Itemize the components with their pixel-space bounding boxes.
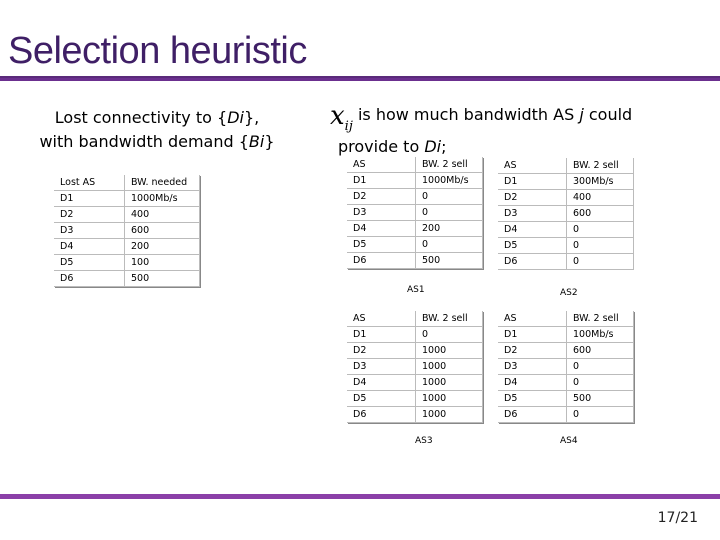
left-line-2: with bandwidth demand {Bi} [39,132,275,151]
right-description [330,100,710,159]
cell: 0 [567,375,634,391]
right-line-2: provide to Di; [338,137,447,157]
as1-caption: AS1 [407,285,425,295]
table-row [347,221,483,237]
cell: D4 [498,222,567,238]
table-row [54,255,200,271]
cell: D3 [347,205,416,221]
cell: D2 [498,190,567,206]
table-row [347,343,483,359]
table-row [498,359,634,375]
as3-caption: AS3 [415,436,433,446]
as2-table [498,158,634,270]
header-cell: AS [347,311,416,327]
as3-table [347,311,483,423]
cell: D5 [347,391,416,407]
footer-divider [0,494,720,499]
cell: 300Mb/s [567,174,634,190]
header-cell: BW. 2 sell [416,311,483,327]
cell: D5 [347,237,416,253]
cell: D2 [347,343,416,359]
cell: 1000 [416,391,483,407]
cell: D5 [498,391,567,407]
cell: D4 [347,221,416,237]
cell: 1000 [416,375,483,391]
cell: 200 [416,221,483,237]
cell: D3 [498,206,567,222]
left-line-1: Lost connectivity to {Di}, [54,108,260,127]
cell: 500 [416,253,483,269]
table-row [347,253,483,269]
table-row [498,343,634,359]
cell: 100 [125,255,200,271]
table-row [498,407,634,423]
cell: D4 [498,375,567,391]
right-line-1: $x_{ij}$ is how much bandwidth AS j could [330,101,633,135]
as4-caption: AS4 [560,436,578,446]
cell: D1 [347,327,416,343]
cell: D1 [498,327,567,343]
cell: 0 [416,205,483,221]
cell: D6 [347,253,416,269]
cell: 200 [125,239,200,255]
lost-as-table [54,175,200,287]
title-divider [0,76,720,81]
left-description [22,106,292,154]
header-cell: AS [498,311,567,327]
header-cell: BW. 2 sell [567,158,634,174]
cell: D1 [498,174,567,190]
table-row [54,223,200,239]
table-row [347,173,483,189]
table-row [347,189,483,205]
slide-title: Selection heuristic [8,30,307,72]
cell: D4 [347,375,416,391]
xij-symbol: $x_{ij}$ [330,101,353,135]
cell: 0 [567,407,634,423]
cell: 400 [125,207,200,223]
table-row [347,327,483,343]
header-cell: AS [498,158,567,174]
cell: 1000 [416,359,483,375]
cell: 1000 [416,343,483,359]
table-row [498,375,634,391]
header-cell: AS [347,157,416,173]
cell: 0 [567,222,634,238]
cell: D2 [54,207,125,223]
cell: D5 [498,238,567,254]
table-header-row [54,175,200,191]
cell: D4 [54,239,125,255]
table-row [498,327,634,343]
cell: 100Mb/s [567,327,634,343]
table-row [347,375,483,391]
cell: 0 [567,254,634,270]
cell: 0 [416,327,483,343]
cell: D6 [498,254,567,270]
cell: 1000Mb/s [125,191,200,207]
cell: D3 [498,359,567,375]
table-row [54,191,200,207]
table-row [498,190,634,206]
cell: D6 [54,271,125,287]
table-row [498,238,634,254]
table-row [347,237,483,253]
cell: 0 [416,237,483,253]
cell: 500 [125,271,200,287]
cell: 1000Mb/s [416,173,483,189]
cell: D2 [498,343,567,359]
cell: 500 [567,391,634,407]
table-header-row [498,311,634,327]
table-row [54,207,200,223]
as2-caption: AS2 [560,288,578,298]
table-row [347,205,483,221]
page-number: 17/21 [657,510,698,526]
table-header-row [498,158,634,174]
cell: 400 [567,190,634,206]
cell: D3 [347,359,416,375]
cell: D6 [498,407,567,423]
cell: 600 [125,223,200,239]
table-row [498,222,634,238]
table-row [498,206,634,222]
table-row [347,359,483,375]
cell: 0 [567,359,634,375]
cell: D1 [54,191,125,207]
cell: 0 [416,189,483,205]
cell: D2 [347,189,416,205]
header-cell: BW. needed [125,175,200,191]
cell: 600 [567,206,634,222]
cell: D5 [54,255,125,271]
table-row [54,239,200,255]
cell: D3 [54,223,125,239]
table-header-row [347,311,483,327]
cell: 0 [567,238,634,254]
header-cell: BW. 2 sell [416,157,483,173]
as4-table [498,311,634,423]
cell: 600 [567,343,634,359]
table-header-row [347,157,483,173]
header-cell: BW. 2 sell [567,311,634,327]
table-row [54,271,200,287]
cell: D1 [347,173,416,189]
table-row [498,174,634,190]
as1-table [347,157,483,269]
table-row [498,391,634,407]
header-cell: Lost AS [54,175,125,191]
table-row [498,254,634,270]
table-row [347,391,483,407]
cell: 1000 [416,407,483,423]
cell: D6 [347,407,416,423]
table-row [347,407,483,423]
